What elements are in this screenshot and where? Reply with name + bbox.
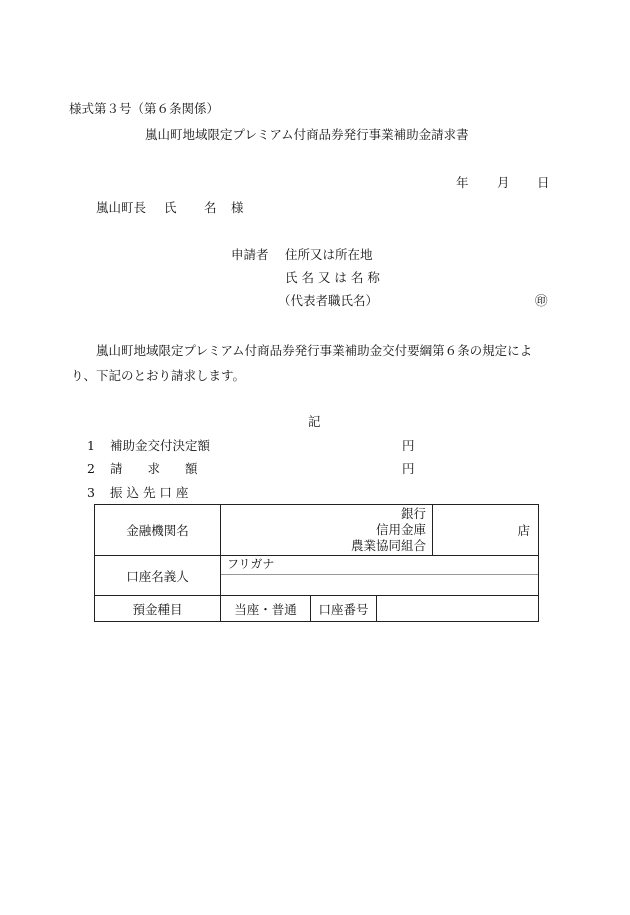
- applicant-label: 申請者: [231, 247, 269, 262]
- addressee-mei: 名: [204, 200, 217, 215]
- body-text-line-2: り、下記のとおり請求します。: [71, 368, 246, 383]
- item-1-number: 1: [87, 438, 95, 453]
- date-day-label: 日: [537, 175, 550, 190]
- date-year-label: 年: [456, 175, 469, 190]
- item-1-label: 補助金交付決定額: [110, 438, 211, 453]
- addressee-shi: 氏: [164, 200, 177, 215]
- account-holder-name-blank[interactable]: [221, 575, 538, 595]
- deposit-row: [95, 596, 539, 622]
- body-text-line-1: 嵐山町地域限定プレミアム付商品券発行事業補助金交付要綱第６条の規定によ: [96, 343, 533, 358]
- account-number-label: 口座番号: [311, 596, 377, 622]
- deposit-type-value[interactable]: 当座・普通: [221, 596, 311, 622]
- applicant-rep-label: （代表者職氏名）: [278, 293, 379, 308]
- addressee-org: 嵐山町長: [96, 200, 147, 215]
- bank-row: [95, 505, 539, 556]
- bank-type-agri-coop: 農業協同組合: [351, 538, 427, 553]
- account-holder-field[interactable]: [221, 556, 539, 596]
- bank-type-bank: 銀行: [401, 506, 427, 521]
- furigana-label: フリガナ: [221, 556, 538, 575]
- applicant-name-label: 氏 名 又 は 名 称: [285, 270, 380, 285]
- item-3-label: 振 込 先 口 座: [110, 485, 189, 500]
- item-3-number: 3: [87, 485, 95, 500]
- bank-type-options: [221, 505, 433, 556]
- holder-row: [95, 556, 539, 596]
- item-2-unit: 円: [402, 461, 415, 476]
- bank-name-label: 金融機関名: [95, 505, 221, 556]
- bank-type-credit-union: 信用金庫: [376, 522, 427, 537]
- date-month-label: 月: [497, 175, 510, 190]
- ki-heading: 記: [308, 414, 321, 429]
- seal-mark: ㊞: [535, 293, 548, 308]
- item-2-label: 請 求 額: [110, 461, 198, 476]
- account-number-field[interactable]: [377, 596, 539, 622]
- applicant-address-label: 住所又は所在地: [285, 247, 373, 262]
- bank-account-table: [94, 504, 539, 622]
- deposit-type-label: 預金種目: [95, 596, 221, 622]
- addressee-sama: 様: [231, 200, 244, 215]
- document-title: 嵐山町地域限定プレミアム付商品券発行事業補助金請求書: [145, 127, 469, 142]
- item-1-unit: 円: [402, 438, 415, 453]
- item-2-number: 2: [87, 461, 95, 476]
- form-number: 様式第３号（第６条関係）: [69, 101, 220, 116]
- account-holder-label: 口座名義人: [95, 556, 221, 596]
- branch-suffix: 店: [433, 505, 539, 556]
